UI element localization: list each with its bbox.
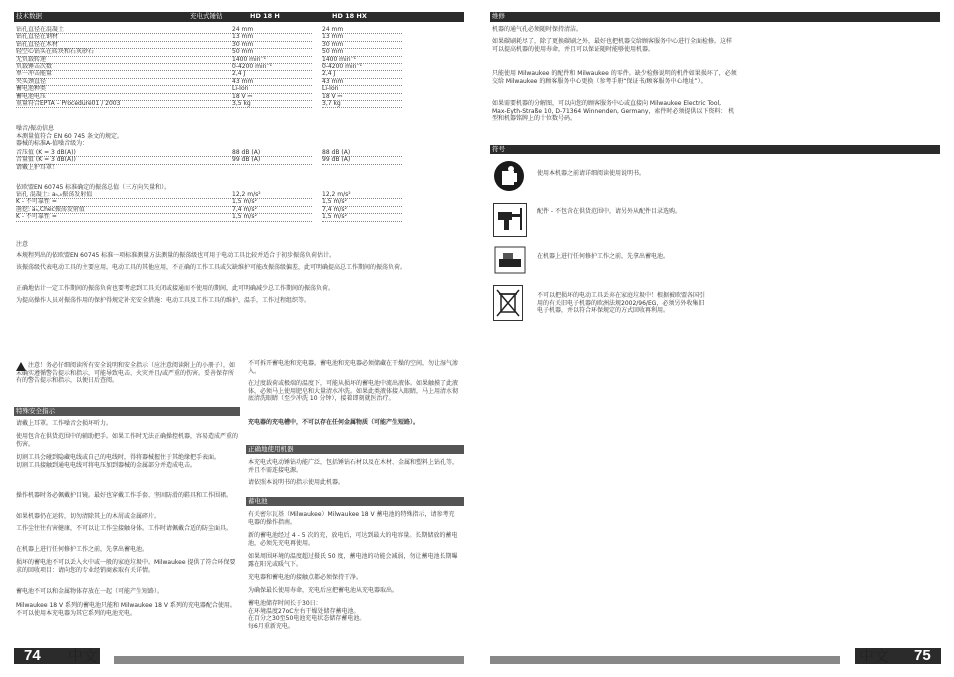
table-row <box>16 156 416 167</box>
list-item: 蓄电池储存时间长于30日： 在环境温度27oC左右干燥处储存蓄电池。 在百分之30至50电池充电状态储存蓄电池。 每6月重新充电。 <box>248 600 366 630</box>
list-item: 如果机器仍在运转，切勿清除其上的木屑或金属碎片。 <box>16 513 161 520</box>
row-value-1: 30 mm <box>232 41 312 49</box>
row-value-1: Li-Ion <box>232 85 312 93</box>
row-value-1: 0-4200 min⁻¹ <box>232 63 312 71</box>
battery-header: 蓄电池 <box>246 497 464 506</box>
mid-para-1: 不可拆开蓄电池和充电器。蓄电池和充电器必须储藏在干燥的空间，勿让湿气渗入。 <box>248 360 459 375</box>
list-item: 在机器上进行任何修护工作之前，先拿出蓄电池。 <box>16 546 149 553</box>
list-item: 操作机器时务必佩戴护目镜。最好也穿戴工作手套、坚固防滑的鞋具和工作围裙。 <box>16 492 233 499</box>
remove-battery-icon <box>493 245 527 275</box>
list-item: 使用包含在供货范围中的辅助把手。如果工作时无法正确操控机器，容易造成严重的伤害。 <box>16 433 239 448</box>
list-item: 为确保最长使用寿命，充电后应把蓄电池从充电器取出。 <box>248 587 399 594</box>
row-value-2: Li-Ion <box>322 85 402 93</box>
note-para-2: 该振荡级代表电动工具的主要应用。电动工具的其他应用，不正确的工作工具或欠缺维护可能改振荡级偏差，此可明确提高总工作期间的振荡负荷。 <box>16 264 407 271</box>
read-manual-icon <box>493 160 525 192</box>
row-label: K - 不可靠性 = <box>16 213 231 221</box>
usage-header: 正确地使用机器 <box>246 445 464 454</box>
mid-bold-warning: 充电器的充电槽中，不可以存在任何金属物质（可能产生短路）。 <box>248 419 420 426</box>
page-number: 75 <box>914 647 931 664</box>
note-title: 注意 <box>16 241 29 248</box>
table-row <box>16 100 416 111</box>
row-value-1: 24 mm <box>232 26 312 34</box>
page-language: 中文 <box>68 647 99 665</box>
noise-title: 噪音/振动信息 <box>16 125 55 132</box>
row-value-1: 7,4 m/s² <box>232 206 312 214</box>
safety-warning: 注意！务必仔细阅读所有安全说明和安全指示（应注意阅读附上的小册子），如未确实遵循警告提示和指示，可能导致电击、火灾并且/或严重的伤害。妥善保存所有的警告提示和指示，以便日后查阅。 <box>16 362 236 385</box>
row-value-2: 30 mm <box>322 41 402 49</box>
row-value-1: 1,5 m/s² <box>232 213 312 221</box>
list-item: 有关密尔瓦基（Milwaukee）Milwaukee 18 V 蓄电池的特殊指示，请参考充电器的操作指南。 <box>248 511 455 526</box>
row-value-2: 99 dB (A) <box>322 156 402 164</box>
list-item: 工作尘往往有害健康，不可以让工作尘接触身体。工作时请佩戴合适的防尘面具。 <box>16 525 233 532</box>
note-para-4: 为提高操作人员对振荡作用的保护得规定补充安全措施：电动工具及工作工具的维护，温手，工作过程组织等。 <box>16 297 311 304</box>
row-value-1: 12,2 m/s² <box>232 191 312 199</box>
row-label: 夹头颈直径 <box>16 78 231 86</box>
tech-data-title: 技术数据 <box>16 12 42 20</box>
row-value-1: 1400 min⁻¹ <box>232 56 312 64</box>
maintenance-header: 维修 <box>490 12 940 22</box>
row-value-2: 0-4200 min⁻¹ <box>322 63 402 71</box>
usage-para-2: 请依照本说明书的指示使用此机器。 <box>248 479 345 486</box>
row-value-2: 2,4 J <box>322 70 402 78</box>
page-language: 中文 <box>859 647 890 665</box>
row-value-2: 50 mm <box>322 48 402 56</box>
row-label: 钻孔直径在混凝土 <box>16 26 231 34</box>
row-value-1: 13 mm <box>232 33 312 41</box>
usage-para-1: 本充电式电动锤钻功能广泛，包括锤钻石材以及在木材、金属和塑料上钻孔等，并且不需连接电源。 <box>248 459 459 474</box>
list-item: 充电器和蓄电池的接触点都必须保持干净。 <box>248 574 363 581</box>
row-value-2: 24 mm <box>322 26 402 34</box>
table-row <box>16 213 416 224</box>
list-item: 请戴上耳罩。工作噪音会损坏听力。 <box>16 420 113 427</box>
row-label: 负载锤击次数 <box>16 63 231 71</box>
row-label: K - 不可靠性 = <box>16 198 231 206</box>
list-item: 新的蓄电池经过 4 - 5 次的充，放电后，可达到最大的电容量。长期储放的蓄电池，必须先充电再使用。 <box>248 532 458 547</box>
maint-para-3: 只能使用 Milwaukee 的配件和 Milwaukee 的零件。缺少检修说明的机件如果损坏了，必须交给 Milwaukee 的顾客服务中心更换（参考手册“保证书/顾客服务中心地址”）。 <box>492 70 737 85</box>
footer-grey-bar <box>114 656 464 664</box>
tech-data-header <box>14 12 464 22</box>
row-label: 钻孔直径在木材 <box>16 41 231 49</box>
page-number: 74 <box>24 647 41 664</box>
symbol-text-1: 使用本机器之前请详细阅读使用说明书。 <box>537 170 646 177</box>
row-value-2: 18 V ⎓ <box>322 93 402 101</box>
list-item: 蓄电池不可以和金属物体存放在一起（可能产生短路）。 <box>16 588 164 595</box>
accessory-icon <box>493 203 527 237</box>
symbol-text-4: 不可以把损坏的电动工具丢弃在家庭垃圾中！根据被欧盟各国引用的有关旧电子机器的欧洲法规2002/96/EG，必须另外收集旧电子机器，并以符合环保规定的方式回收再利用。 <box>537 292 706 315</box>
noise-line-1: 本测量值符合 EN 60 745 条文的规定。 <box>16 132 123 140</box>
mid-para-2: 在过度载荷或极端的温度下，可能从损坏的蓄电池中流出液体。如果触摸了此液体，必须马上使用肥皂和大量清水冲洗。如果此类液体接入眼睛，马上用清水彻底清洗眼睛（至少冲洗 10 分钟），接着即刻就医治疗。 <box>248 380 459 403</box>
model-1: HD 18 H <box>250 12 280 20</box>
row-value-2: 1,5 m/s² <box>322 198 402 206</box>
row-value-2: 43 mm <box>322 78 402 86</box>
list-item: 切割工具会碰到隐藏电线或自己的电线时，得将器械握住于其绝缘把手表面。 切割工具接触到通电电线可将电压加到器械的金属部分并造成电击。 <box>16 454 221 469</box>
tool-type: 充电式锤钻 <box>190 12 223 20</box>
row-value-1: 88 dB (A) <box>232 149 312 157</box>
row-value-2: 1,5 m/s² <box>322 213 402 221</box>
row-label: 钻孔 混凝土: aₕ,ₕ振荡发射值 <box>16 191 231 199</box>
symbols-header: 符号 <box>490 145 940 154</box>
row-value-1: 43 mm <box>232 78 312 86</box>
list-item: Milwaukee 18 V 系列的蓄电池只能和 Milwaukee 18 V 系列的充电器配合使用。不可以使用本充电器为其它系列的电池充电。 <box>16 602 236 617</box>
row-label: 凿挖: aₕ,Chec振荡发射值 <box>16 206 231 214</box>
row-value-1: 99 dB (A) <box>232 156 312 164</box>
page-75 <box>477 0 954 677</box>
row-label: 音压值 (K = 3 dB(A)) <box>16 149 231 157</box>
row-value-1: 1,5 m/s² <box>232 198 312 206</box>
noise-section <box>16 125 396 148</box>
list-item: 损坏的蓄电池不可以丢入火中或一般的家庭垃圾中。Milwaukee 提供了符合环保要求的回收项目：请向您的专业经销商索取有关详情。 <box>16 559 236 574</box>
weee-bin-icon <box>493 285 523 321</box>
vibration-title: 依欧盟EN 60745 标准确定的振荡总值（三方向矢量和）。 <box>16 184 171 191</box>
row-value-1: 18 V ⎓ <box>232 93 312 101</box>
row-label: 蓄电池种类 <box>16 85 231 93</box>
noise-line-2: 器械的标准A-值噪音级为： <box>16 140 89 148</box>
ear-protection-note: 请戴上护耳罩！ <box>16 164 59 171</box>
footer-grey-bar <box>490 656 840 664</box>
maint-para-1: 机器的通气孔必须随时保持清洁。 <box>492 26 583 33</box>
row-value-2: 7,4 m/s² <box>322 206 402 214</box>
row-label: 蓄电池电压 <box>16 93 231 101</box>
row-value-1: 3,5 kg <box>232 100 312 108</box>
note-para-1: 本规程列出的依欧盟EN 60745 标准一项标准测量方法测量的振荡级也可用于电动工具比较并适合于初步振荡负荷估计。 <box>16 252 336 259</box>
symbol-text-3: 在机器上进行任何修护工作之前，先拿出蓄电池。 <box>537 253 670 260</box>
row-label: 轻空心钻头在砖块和石灰砂石 <box>16 48 231 56</box>
special-safety-header: 特殊安全指示 <box>14 407 240 416</box>
row-label: 音量值 (K = 3 dB(A)) <box>16 156 231 164</box>
model-2: HD 18 HX <box>332 12 367 20</box>
row-value-2: 88 dB (A) <box>322 149 402 157</box>
row-value-1: 2,4 J <box>232 70 312 78</box>
list-item: 如果周围环境的温度超过摄氏 50 度，蓄电池的功能会减弱，勿让蓄电池长期曝露在阳光或暖气下。 <box>248 553 458 568</box>
row-label: 无负载转速 <box>16 56 231 64</box>
symbol-text-2: 配件 - 不包含在供货范围中，请另外从配件目录选购。 <box>537 208 681 215</box>
row-label: 单一冲击能量 <box>16 70 231 78</box>
note-para-3: 正确地估计一定工作期间的振荡负荷也要考虑到工具关闭或接通而不使用的期间，此可明确减少总工作期间的振荡负荷。 <box>16 285 335 292</box>
row-value-2: 12,2 m/s² <box>322 191 402 199</box>
row-value-2: 1400 min⁻¹ <box>322 56 402 64</box>
row-value-1: 50 mm <box>232 48 312 56</box>
maint-para-2: 如果碳刷耗尽了，除了更换碳刷之外，最好也把机器交给顾客服务中心进行全面检修。这样可以提高机器的使用寿命，并且可以保证随时能够使用机器。 <box>492 38 733 53</box>
row-value-2: 13 mm <box>322 33 402 41</box>
row-value-2: 3,7 kg <box>322 100 402 108</box>
row-label: 钻孔直径在钢材 <box>16 33 231 41</box>
maint-para-4: 如果需要机器的分解图，可以向您的顾客服务中心或直接向 Milwaukee Electric Tool, Max-Eyth-Straße 10, D-71364 Winnenden, Germany，索件时必须提供以下资料： 机型和机器铭牌上的十位数号码。 <box>492 100 735 123</box>
row-label: 重量符合EPTA – Procedure01 / 2003 <box>16 100 231 108</box>
